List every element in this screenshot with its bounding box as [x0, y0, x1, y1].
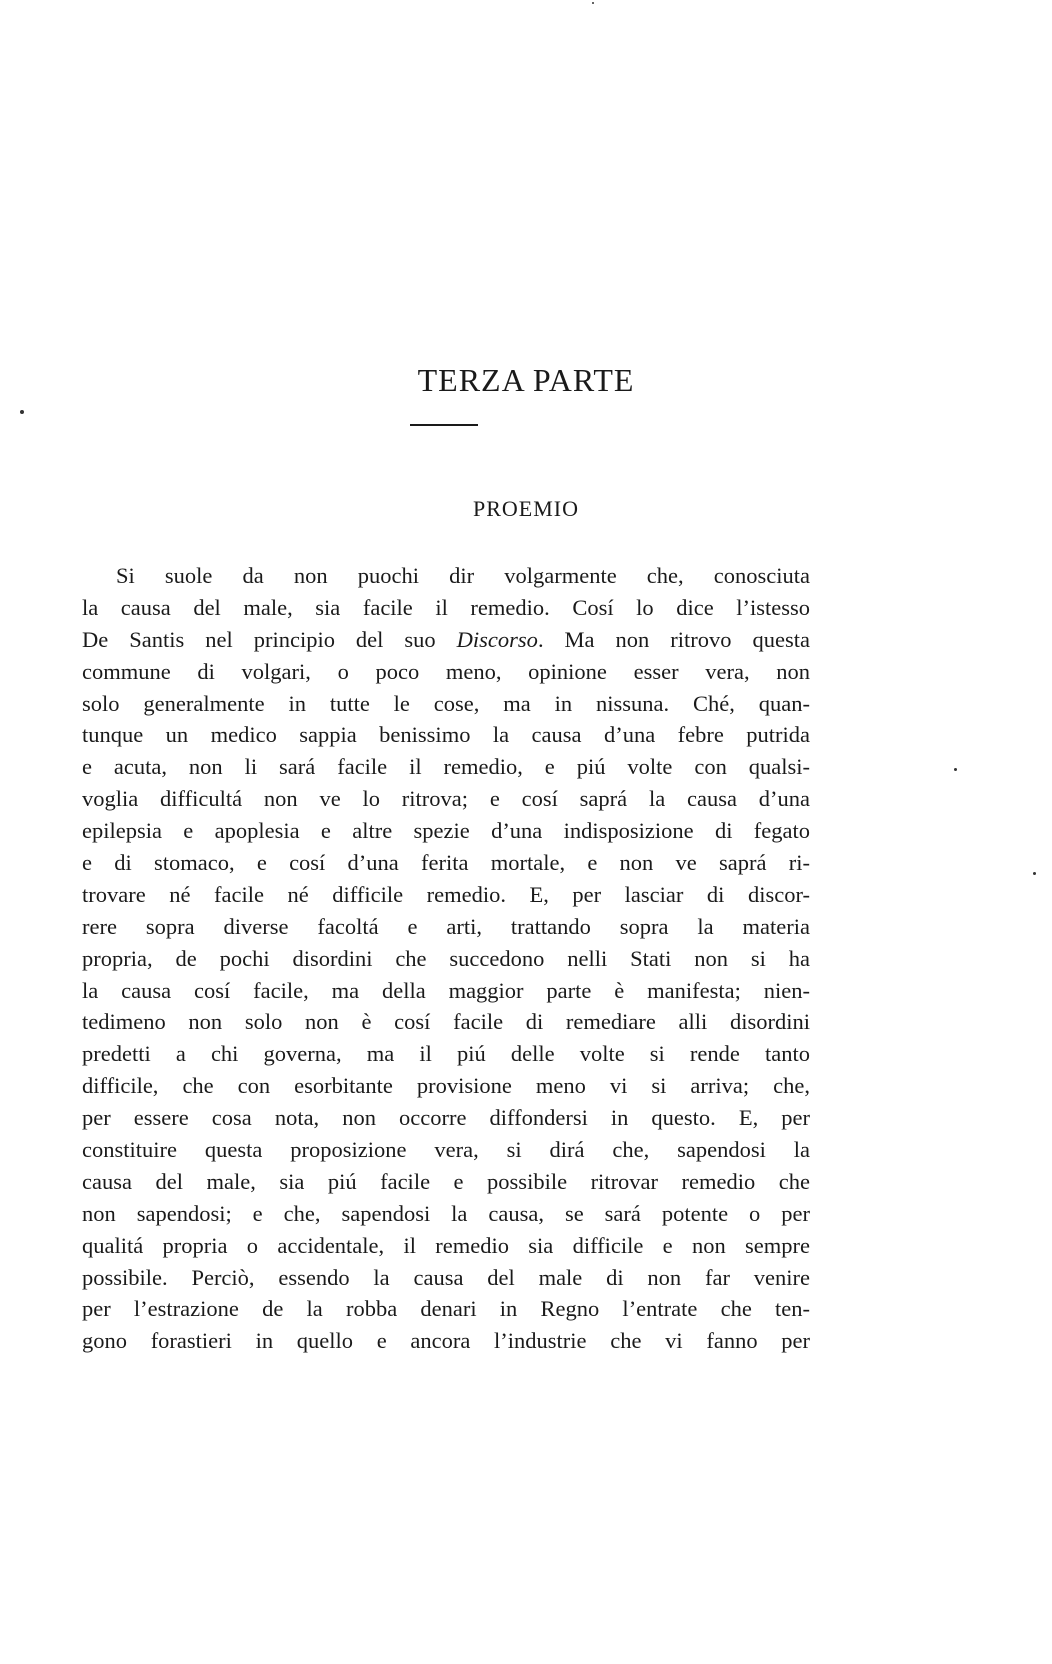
text-line: possibile. Perciò, essendo la causa del male di non far venire [82, 1264, 810, 1290]
text-line: gono forastieri in quello e ancora l’industrie che vi fanno per [82, 1328, 810, 1354]
text-line: per essere cosa nota, non occorre diffondersi in questo. E, per [82, 1105, 810, 1131]
text-line: epilepsia e apoplesia e altre spezie d’una indisposizione di fegato [82, 818, 810, 844]
title-divider [410, 424, 478, 426]
text-line: tunque un medico sappia benissimo la causa d’una febre putrida [82, 722, 810, 748]
scan-speck [592, 2, 594, 4]
scan-speck [954, 768, 957, 771]
text-line: per l’estrazione de la robba denari in Regno l’entrate che ten- [82, 1296, 810, 1322]
body-text [82, 560, 810, 1357]
text-line: commune di volgari, o poco meno, opinione esser vera, non [82, 658, 810, 684]
text-line: solo generalmente in tutte le cose, ma in nissuna. Ché, quan- [82, 690, 810, 716]
text-line: voglia difficultá non ve lo ritrova; e cosí saprá la causa d’una [82, 786, 810, 812]
italic-title: Discorso [456, 626, 538, 652]
scan-speck [20, 410, 24, 414]
text-line: causa del male, sia piú facile e possibile ritrovar remedio che [82, 1168, 810, 1194]
text-line: e di stomaco, e cosí d’una ferita mortale, e non ve saprá ri- [82, 850, 810, 876]
text-line: e acuta, non li sará facile il remedio, e piú volte con qualsi- [82, 754, 810, 780]
section-title: PROEMIO [472, 496, 579, 521]
text-line: tedimeno non solo non è cosí facile di remediare alli disordini [82, 1009, 810, 1035]
text-line: De Santis nel principio del suo Discorso. Ma non ritrovo questa [82, 626, 810, 652]
text-line: la causa del male, sia facile il remedio. Cosí lo dice l’istesso [82, 594, 810, 620]
text-line: rere sopra diverse facoltá e arti, trattando sopra la materia [82, 913, 810, 939]
text-line: difficile, che con esorbitante provisione meno vi si arriva; che, [82, 1073, 810, 1099]
text-line: Si suole da non puochi dir volgarmente che, conosciuta [116, 563, 810, 588]
text-line: la causa cosí facile, ma della maggior parte è manifesta; nien- [82, 977, 810, 1003]
part-title: TERZA PARTE [417, 362, 635, 398]
scan-speck [1033, 872, 1036, 875]
text-line: constituire questa proposizione vera, si dirá che, sapendosi la [82, 1137, 810, 1163]
text-line: qualitá propria o accidentale, il remedio sia difficile e non sempre [82, 1232, 810, 1258]
text-line: trovare né facile né difficile remedio. E, per lasciar di discor- [82, 881, 810, 907]
text-line: predetti a chi governa, ma il piú delle volte si rende tanto [82, 1041, 810, 1067]
text-line: propria, de pochi disordini che succedono nelli Stati non si ha [82, 945, 810, 971]
text-line: non sapendosi; e che, sapendosi la causa, se sará potente o per [82, 1200, 810, 1226]
